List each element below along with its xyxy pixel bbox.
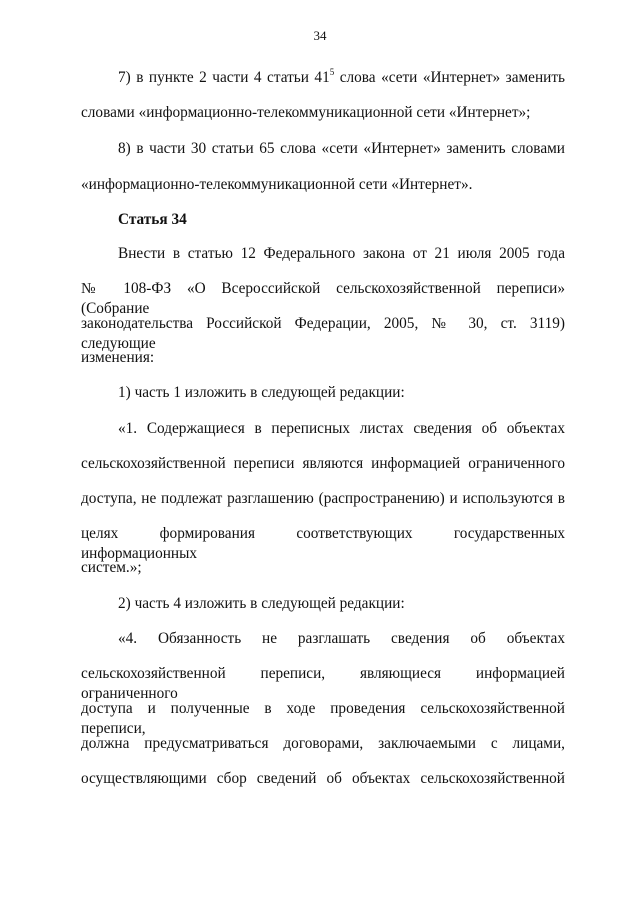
intro-line-4: изменения: bbox=[81, 349, 155, 366]
paragraph-7-text-a: 7) в пункте 2 части 4 статьи 41 bbox=[118, 69, 330, 86]
paragraph-7-text-b: слова «сети «Интернет» заменить bbox=[334, 69, 565, 86]
paragraph-8-line-1: 8) в части 30 статьи 65 слова «сети «Интернет» заменить словами bbox=[118, 140, 565, 157]
quote-2-line-1: «4. Обязанность не разглашать сведения об объектах bbox=[118, 630, 565, 647]
paragraph-7-line-1 bbox=[118, 68, 565, 88]
intro-line-3: законодательства Российской Федерации, 2005, № 30, ст. 3119) следующие bbox=[81, 315, 565, 352]
item-2: 2) часть 4 изложить в следующей редакции: bbox=[118, 595, 405, 612]
page-number: 34 bbox=[313, 28, 327, 43]
quote-2-line-2: сельскохозяйственной переписи, являющиеся информацией ограниченного bbox=[81, 665, 565, 702]
quote-2-line-5: осуществляющими сбор сведений об объектах сельскохозяйственной bbox=[81, 770, 565, 787]
quote-2-line-3: доступа и полученные в ходе проведения сельскохозяйственной переписи, bbox=[81, 700, 565, 737]
paragraph-7-line-2: словами «информационно-телекоммуникационной сети «Интернет»; bbox=[81, 104, 531, 121]
quote-2-line-4: должна предусматриваться договорами, заключаемыми с лицами, bbox=[81, 735, 565, 752]
intro-line-2: № 108-ФЗ «О Всероссийской сельскохозяйственной переписи» (Собрание bbox=[81, 280, 565, 317]
paragraph-7-superscript: 5 bbox=[329, 67, 335, 77]
quote-1-line-5: систем.»; bbox=[81, 559, 142, 576]
quote-1-line-1: «1. Содержащиеся в переписных листах сведения об объектах bbox=[118, 420, 565, 437]
quote-1-line-4: целях формирования соответствующих государственных информационных bbox=[81, 525, 565, 562]
article-heading: Статья 34 bbox=[118, 211, 187, 228]
item-1: 1) часть 1 изложить в следующей редакции: bbox=[118, 384, 405, 401]
intro-line-1: Внести в статью 12 Федерального закона от 21 июля 2005 года bbox=[118, 245, 565, 262]
paragraph-8-line-2: «информационно-телекоммуникационной сети «Интернет». bbox=[81, 176, 473, 193]
quote-1-line-3: доступа, не подлежат разглашению (распространению) и используются в bbox=[81, 490, 565, 507]
quote-1-line-2: сельскохозяйственной переписи являются информацией ограниченного bbox=[81, 455, 565, 472]
